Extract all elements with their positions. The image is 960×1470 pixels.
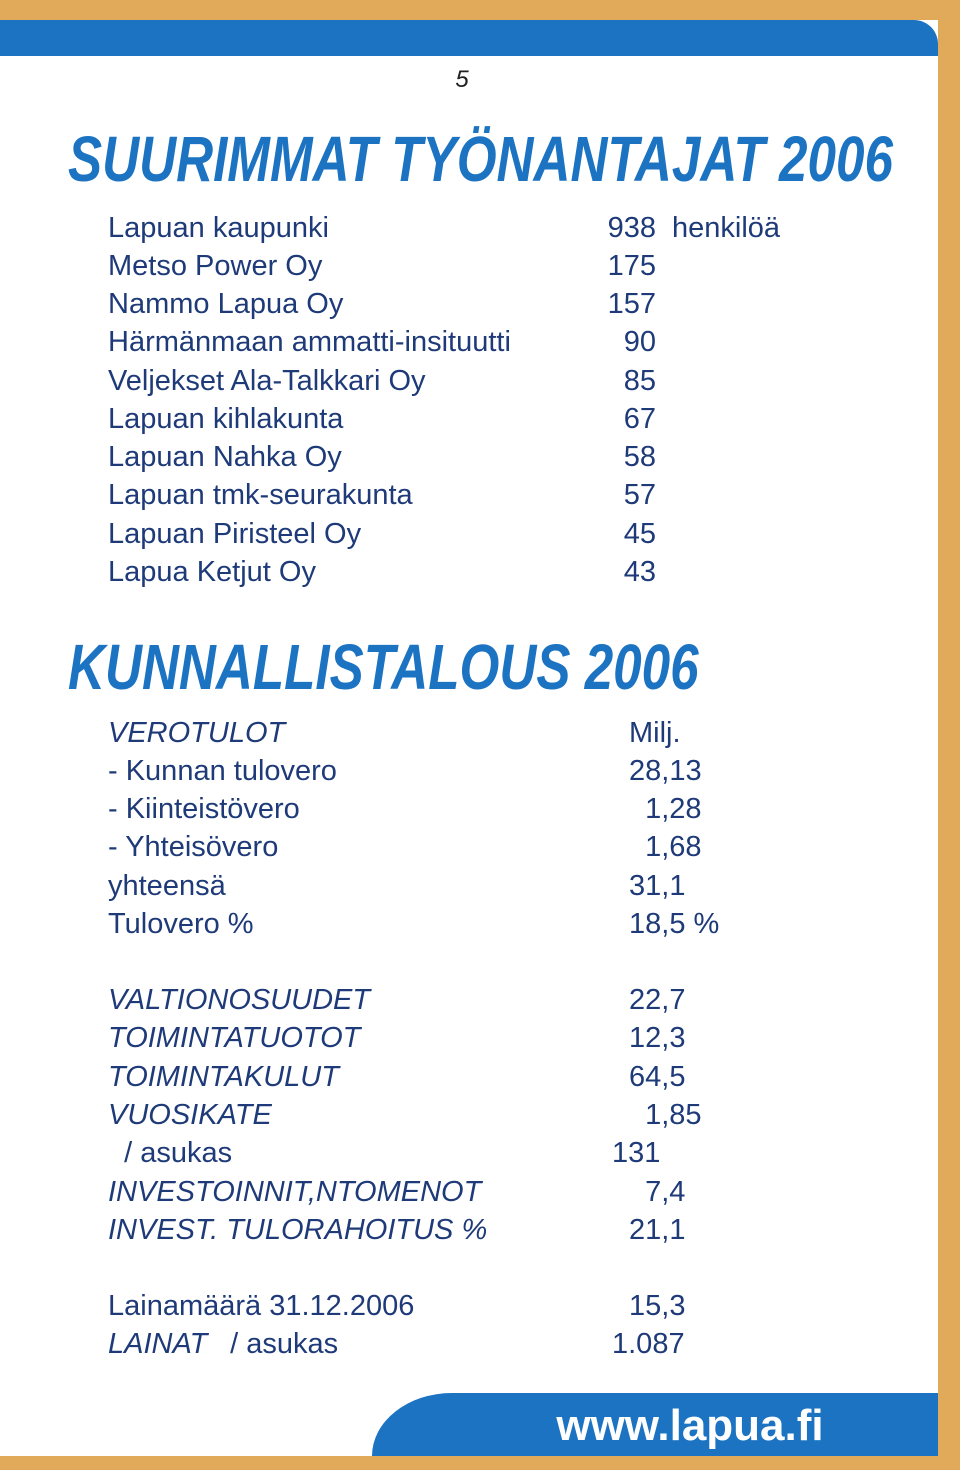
employer-name: Lapuan kaupunki [108, 212, 329, 244]
finance-label: - Kunnan tulovero [108, 755, 337, 787]
employer-name: Lapua Ketjut Oy [108, 556, 316, 588]
employer-row [108, 553, 828, 591]
finance-label: VALTIONOSUUDET [108, 984, 371, 1016]
finance-value: 1,28 [629, 793, 702, 825]
employer-name: Lapuan tmk-seurakunta [108, 479, 413, 511]
employee-count: 58 [623, 441, 656, 473]
finance-label: TOIMINTATUOTOT [108, 1022, 361, 1054]
top-blue-band [0, 20, 938, 56]
finance-row [108, 752, 828, 790]
employee-unit: henkilöä [672, 212, 781, 244]
finance-value: 21,1 [629, 1214, 686, 1246]
finance-value: 1,85 [629, 1099, 702, 1131]
right-frame-border [938, 0, 960, 1470]
finance-label: VEROTULOT [108, 717, 286, 749]
finance-value: 7,4 [629, 1176, 686, 1208]
employer-row [108, 515, 828, 553]
employer-row [108, 438, 828, 476]
employers-heading: SUURIMMAT TYÖNANTAJAT 2006 [68, 123, 893, 195]
finance-value: 1.087 [612, 1328, 685, 1360]
finance-label: yhteensä [108, 870, 226, 902]
employer-name: Metso Power Oy [108, 250, 323, 282]
employer-row [108, 323, 828, 361]
employer-row [108, 209, 828, 247]
employer-name: Lapuan kihlakunta [108, 403, 344, 435]
employer-row [108, 476, 828, 514]
finance-row [108, 828, 828, 866]
finance-value: 28,13 [629, 755, 702, 787]
finance-label: / asukas [108, 1137, 233, 1169]
finance-value: 12,3 [629, 1022, 686, 1054]
finance-row [108, 1058, 828, 1096]
finance-label: TOIMINTAKULUT [108, 1061, 339, 1093]
finance-row [108, 1134, 828, 1172]
finance-label: / asukas [214, 1328, 339, 1360]
finance-row [108, 905, 828, 943]
employer-name: Härmänmaan ammatti-insituutti [108, 326, 511, 358]
finance-label: INVEST. TULORAHOITUS % [108, 1214, 488, 1246]
finance-row [108, 1211, 828, 1249]
finance-heading: KUNNALLISTALOUS 2006 [68, 631, 699, 703]
employer-name: Lapuan Nahka Oy [108, 441, 342, 473]
finance-value: 18,5 % [629, 908, 720, 940]
employer-name: Veljekset Ala-Talkkari Oy [108, 365, 426, 397]
employer-row [108, 362, 828, 400]
top-frame-border [0, 0, 960, 20]
finance-row [108, 981, 828, 1019]
finance-row [108, 1096, 828, 1134]
finance-value: 131 [612, 1137, 661, 1169]
finance-value: 64,5 [629, 1061, 686, 1093]
finance-label: Lainamäärä 31.12.2006 [108, 1290, 415, 1322]
finance-row [108, 714, 828, 752]
finance-label: VUOSIKATE [108, 1099, 272, 1131]
finance-label: INVESTOINNIT,NTOMENOT [108, 1176, 482, 1208]
employer-row [108, 400, 828, 438]
finance-row [108, 1019, 828, 1057]
employee-count: 57 [623, 479, 656, 511]
employer-name: Lapuan Piristeel Oy [108, 518, 362, 550]
employee-count: 90 [623, 326, 656, 358]
finance-value: Milj. [629, 717, 681, 749]
employee-count: 43 [623, 556, 656, 588]
employee-count: 157 [607, 288, 656, 320]
finance-value: 31,1 [629, 870, 686, 902]
finance-label: Tulovero % [108, 908, 254, 940]
finance-value: 22,7 [629, 984, 686, 1016]
finance-row [108, 1325, 828, 1363]
finance-value: 1,68 [629, 831, 702, 863]
employer-row [108, 285, 828, 323]
finance-row [108, 867, 828, 905]
finance-row [108, 790, 828, 828]
finance-label-italic: LAINAT [108, 1328, 208, 1360]
finance-label: - Yhteisövero [108, 831, 279, 863]
employee-count: 67 [623, 403, 656, 435]
employee-count: 938 [607, 212, 656, 244]
employer-name: Nammo Lapua Oy [108, 288, 344, 320]
bottom-frame-border [0, 1456, 960, 1470]
page-number: 5 [455, 66, 469, 93]
employee-count: 45 [623, 518, 656, 550]
employer-row [108, 247, 828, 285]
employee-count: 85 [623, 365, 656, 397]
finance-row [108, 1173, 828, 1211]
finance-label: - Kiinteistövero [108, 793, 300, 825]
finance-row [108, 1287, 828, 1325]
website-url[interactable]: www.lapua.fi [556, 1401, 824, 1450]
finance-value: 15,3 [629, 1290, 686, 1322]
employee-count: 175 [607, 250, 656, 282]
